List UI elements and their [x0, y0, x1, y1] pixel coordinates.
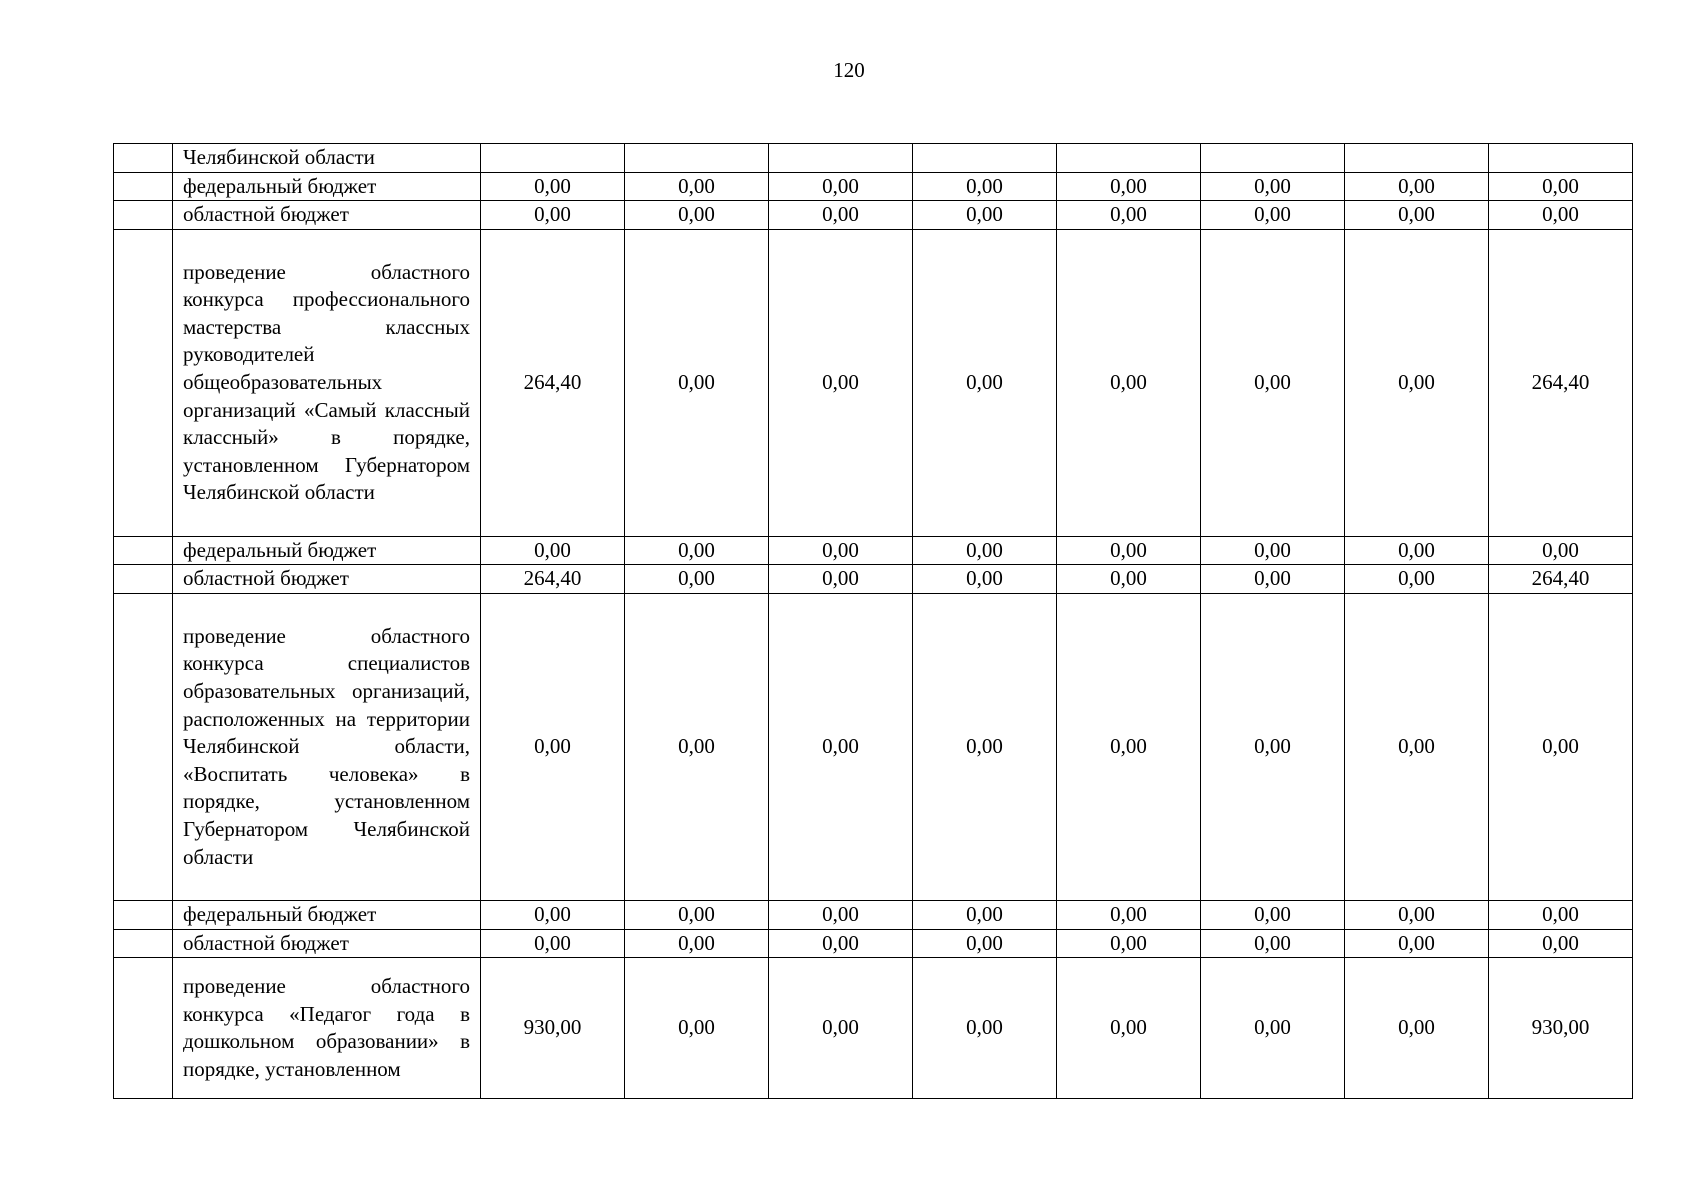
value-cell: 0,00	[769, 201, 913, 230]
row-description: Челябинской области	[173, 144, 481, 173]
table-row	[114, 929, 1633, 958]
value-cell: 0,00	[1345, 929, 1489, 958]
row-number-cell	[114, 593, 173, 900]
value-cell: 0,00	[1489, 172, 1633, 201]
value-cell: 0,00	[913, 593, 1057, 900]
row-description: областной бюджет	[173, 929, 481, 958]
value-cell: 0,00	[625, 958, 769, 1099]
value-cell: 0,00	[913, 958, 1057, 1099]
value-cell: 0,00	[1345, 229, 1489, 536]
row-description: проведение областного конкурса «Педагог года в дошкольном образовании» в порядке, установленном	[173, 958, 481, 1099]
value-cell: 0,00	[1201, 201, 1345, 230]
value-cell: 0,00	[913, 929, 1057, 958]
value-cell: 0,00	[481, 900, 625, 929]
value-cell: 0,00	[913, 900, 1057, 929]
value-cell: 0,00	[1057, 172, 1201, 201]
value-cell: 0,00	[1057, 900, 1201, 929]
value-cell: 264,40	[1489, 229, 1633, 536]
table-row	[114, 565, 1633, 594]
row-description: проведение областного конкурса профессионального мастерства классных руководителей общеобразовательных организаций «Самый классный классный» в порядке, установленном Губернатором Челябинской области	[173, 229, 481, 536]
row-number-cell	[114, 536, 173, 565]
value-cell	[1057, 144, 1201, 173]
value-cell: 0,00	[1201, 900, 1345, 929]
value-cell	[1489, 144, 1633, 173]
value-cell: 0,00	[769, 229, 913, 536]
value-cell: 0,00	[1489, 201, 1633, 230]
value-cell: 0,00	[769, 172, 913, 201]
row-description: федеральный бюджет	[173, 172, 481, 201]
value-cell: 0,00	[481, 172, 625, 201]
row-description: проведение областного конкурса специалистов образовательных организаций, расположенных на территории Челябинской области, «Воспитать человека» в порядке, установленном Губернатором Челябинской области	[173, 593, 481, 900]
row-number-cell	[114, 172, 173, 201]
value-cell: 0,00	[769, 929, 913, 958]
value-cell: 0,00	[1057, 958, 1201, 1099]
value-cell: 0,00	[1057, 593, 1201, 900]
value-cell: 0,00	[1345, 593, 1489, 900]
value-cell: 0,00	[769, 536, 913, 565]
row-number-cell	[114, 144, 173, 173]
value-cell: 0,00	[625, 593, 769, 900]
value-cell: 0,00	[1201, 929, 1345, 958]
row-description: федеральный бюджет	[173, 536, 481, 565]
value-cell: 0,00	[1489, 929, 1633, 958]
value-cell: 0,00	[625, 929, 769, 958]
row-number-cell	[114, 900, 173, 929]
value-cell: 0,00	[1345, 536, 1489, 565]
value-cell: 0,00	[625, 536, 769, 565]
value-cell: 0,00	[1201, 536, 1345, 565]
value-cell: 0,00	[1201, 958, 1345, 1099]
value-cell: 0,00	[1201, 172, 1345, 201]
row-description: федеральный бюджет	[173, 900, 481, 929]
value-cell: 0,00	[1201, 593, 1345, 900]
value-cell: 0,00	[1057, 536, 1201, 565]
value-cell: 0,00	[1201, 565, 1345, 594]
value-cell: 0,00	[1345, 565, 1489, 594]
row-number-cell	[114, 929, 173, 958]
value-cell	[769, 144, 913, 173]
value-cell: 264,40	[481, 229, 625, 536]
table-row	[114, 172, 1633, 201]
value-cell: 0,00	[913, 565, 1057, 594]
value-cell	[913, 144, 1057, 173]
value-cell	[1201, 144, 1345, 173]
value-cell: 0,00	[769, 958, 913, 1099]
value-cell: 0,00	[1345, 201, 1489, 230]
value-cell: 0,00	[625, 900, 769, 929]
value-cell: 264,40	[1489, 565, 1633, 594]
value-cell: 0,00	[1489, 536, 1633, 565]
value-cell: 0,00	[1057, 565, 1201, 594]
value-cell: 0,00	[913, 172, 1057, 201]
table-row	[114, 536, 1633, 565]
value-cell: 0,00	[769, 593, 913, 900]
value-cell: 0,00	[481, 593, 625, 900]
value-cell: 0,00	[625, 201, 769, 230]
value-cell: 0,00	[625, 229, 769, 536]
value-cell: 0,00	[625, 172, 769, 201]
value-cell: 0,00	[1057, 201, 1201, 230]
value-cell: 930,00	[1489, 958, 1633, 1099]
value-cell: 0,00	[1345, 172, 1489, 201]
value-cell: 0,00	[1489, 593, 1633, 900]
value-cell: 0,00	[1057, 929, 1201, 958]
value-cell: 0,00	[769, 565, 913, 594]
row-description: областной бюджет	[173, 565, 481, 594]
value-cell: 0,00	[1201, 229, 1345, 536]
value-cell: 0,00	[481, 929, 625, 958]
value-cell: 930,00	[481, 958, 625, 1099]
budget-table	[113, 143, 1633, 1099]
table-row	[114, 201, 1633, 230]
value-cell: 0,00	[1345, 900, 1489, 929]
row-number-cell	[114, 565, 173, 594]
value-cell: 0,00	[913, 536, 1057, 565]
value-cell	[625, 144, 769, 173]
value-cell: 0,00	[1057, 229, 1201, 536]
value-cell	[1345, 144, 1489, 173]
table-row	[114, 958, 1633, 1099]
table-body	[114, 144, 1633, 1099]
table-row	[114, 144, 1633, 173]
page-number: 120	[833, 58, 865, 82]
value-cell	[481, 144, 625, 173]
value-cell: 0,00	[913, 229, 1057, 536]
row-number-cell	[114, 201, 173, 230]
table-row	[114, 593, 1633, 900]
value-cell: 0,00	[769, 900, 913, 929]
value-cell: 0,00	[625, 565, 769, 594]
value-cell: 264,40	[481, 565, 625, 594]
table-row	[114, 900, 1633, 929]
value-cell: 0,00	[481, 536, 625, 565]
value-cell: 0,00	[1345, 958, 1489, 1099]
value-cell: 0,00	[1489, 900, 1633, 929]
value-cell: 0,00	[481, 201, 625, 230]
row-description: областной бюджет	[173, 201, 481, 230]
row-number-cell	[114, 229, 173, 536]
table-row	[114, 229, 1633, 536]
value-cell: 0,00	[913, 201, 1057, 230]
row-number-cell	[114, 958, 173, 1099]
